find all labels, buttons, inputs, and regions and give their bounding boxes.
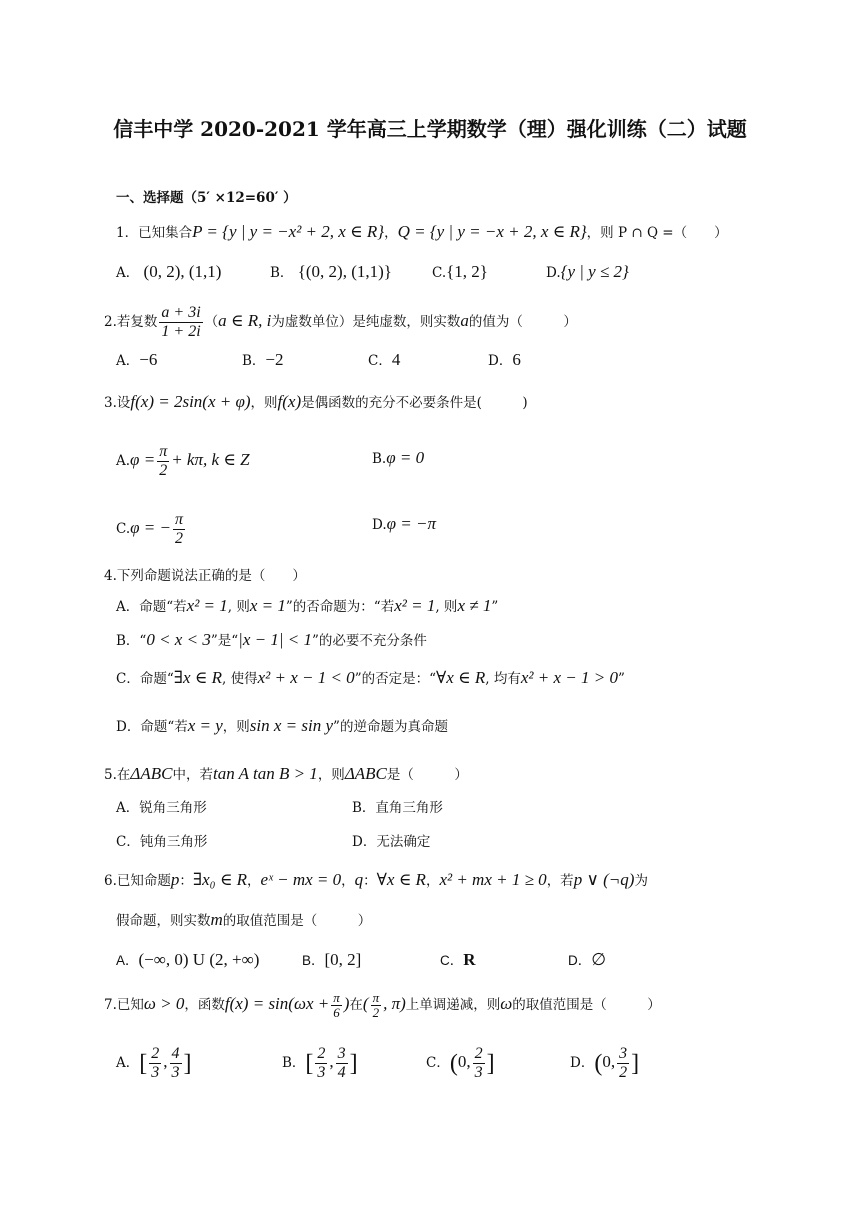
question-3-stem: 3.设f(x) = 2sin(x + φ)，则f(x)是偶函数的充分不必要条件是( ) [104,392,528,411]
question-5-option-b: B．直角三角形 [352,800,443,816]
question-2-option-d: D．6 [488,350,521,369]
question-2-option-b: B．−2 [242,350,284,369]
question-2-stem: 2.若复数 $\frac{a + 3i}{1 + 2i}$ （a ∈ R, i为虚数单位）是纯虚数，则实数a的值为（ ） [104,304,577,340]
question-6-option-a: A．(−∞, 0) U (2, +∞) [116,950,260,969]
question-4-stem: 4.下列命题说法正确的是（ ） [104,568,306,584]
question-7-option-c: C．(0, $\frac{2}{3}$ ] [426,1045,495,1081]
question-7-option-a: A．[ $\frac{2}{3}$ , $\frac{4}{3}$ ] [116,1045,192,1081]
question-1-option-a: A． (0, 2), (1,1) [116,262,222,281]
question-6-stem: 6.已知命题p：∃x₀ ∈ R，eˣ − mx = 0，q：∀x ∈ R，x² + mx + 1 ≥ 0，若p ∨ (¬q)为 [104,870,648,889]
question-2-option-a: A．−6 [116,350,158,369]
question-3-option-c: C.φ = − $\frac{\pi}{2}$ [116,511,184,547]
question-3-option-d: D.φ = −π [372,514,437,533]
question-3-option-b: B.φ = 0 [372,448,425,467]
question-1-option-b: B． {(0, 2), (1,1)} [270,262,392,281]
question-6-option-b: B．[0, 2] [302,950,362,969]
question-7-option-d: D．(0, $\frac{3}{2}$ ] [570,1045,640,1081]
question-7-option-b: B．[ $\frac{2}{3}$ , $\frac{3}{4}$ ] [282,1045,358,1081]
question-6-stem-line-2: 假命题，则实数m的取值范围是（ ） [116,910,372,929]
question-4-option-d: D．命题“若x = y，则sin x = sin y”的逆命题为真命题 [116,716,448,735]
page-title: 信丰中学 2020-2021 学年高三上学期数学（理）强化训练（二）试题 [113,117,747,141]
question-7-stem: 7.已知ω > 0，函数f(x) = sin(ωx + $\frac{\pi}{6}$ )在( $\frac{\pi}{2}$ , π)上单调递减，则ω的取值范围是（ ） [104,990,661,1020]
question-1-option-c: C.{1, 2} [432,262,488,281]
section-heading: 一、选择题（5′ ×12=60′ ） [116,190,297,206]
question-5-option-d: D．无法确定 [352,834,431,850]
question-6-option-c: C．R [440,950,476,969]
question-5-stem: 5.在ΔABC中，若tan A tan B > 1，则ΔABC是（ ） [104,764,468,783]
question-1-stem: 1．已知集合P = {y | y = −x² + 2, x ∈ R}，Q = {y | y = −x + 2, x ∈ R}，则 P ∩ Q =（ ） [116,222,728,241]
question-4-option-b: B．“0 < x < 3”是“|x − 1| < 1”的必要不充分条件 [116,630,427,649]
question-1-option-d: D.{y | y ≤ 2} [546,262,629,281]
question-3-option-a: A.φ = $\frac{\pi}{2}$ + kπ, k ∈ Z [116,443,250,479]
question-4-option-c: C．命题“∃x ∈ R, 使得x² + x − 1 < 0”的否定是：“∀x ∈ R, 均有x² + x − 1 > 0” [116,668,625,687]
question-6-option-d: D．∅ [568,950,607,969]
question-2-option-c: C．4 [368,350,401,369]
question-5-option-c: C．钝角三角形 [116,834,208,850]
question-5-option-a: A．锐角三角形 [116,800,207,816]
question-4-option-a: A．命题“若x² = 1, 则x = 1”的否命题为：“若x² = 1, 则x ≠ 1” [116,596,499,615]
